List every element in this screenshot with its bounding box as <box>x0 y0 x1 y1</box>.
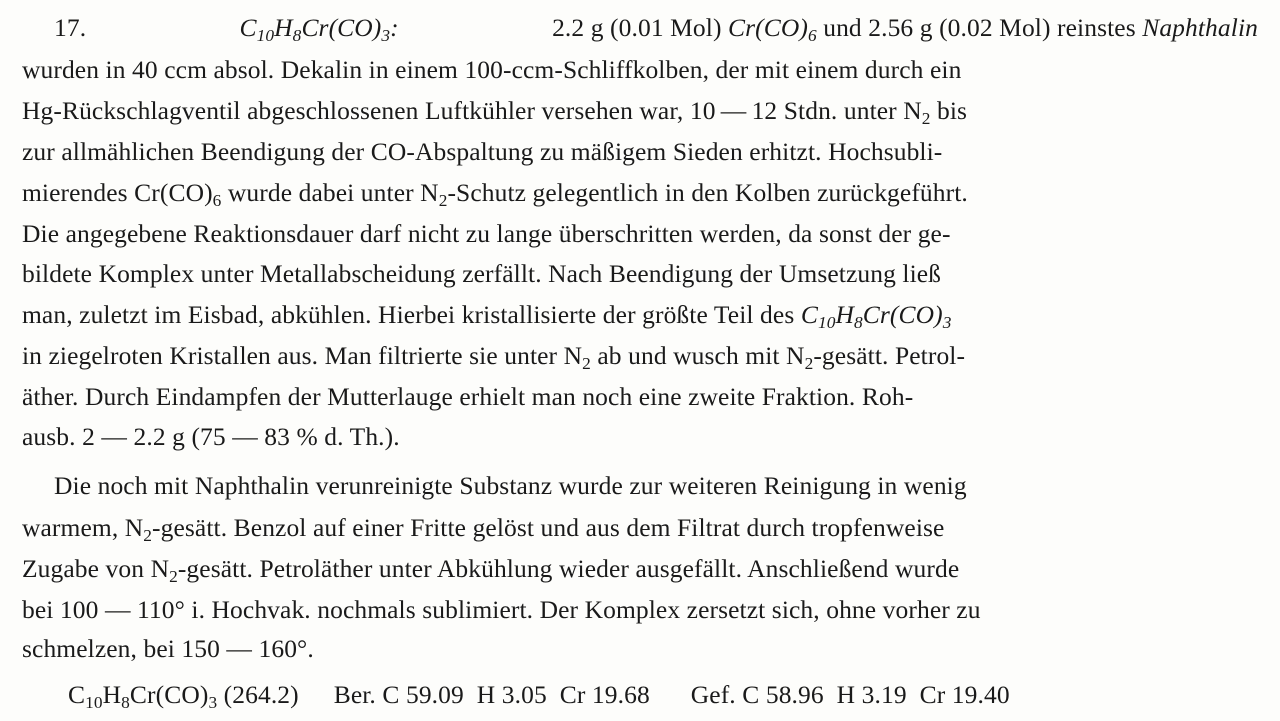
line-text: 2.2 g (0.01 Mol) $Cr(CO)_6$ und 2.56 g (0.02 Mol) reinstes Naphthalin <box>552 13 1258 45</box>
analysis-calculated: Ber. C 59.09 H 3.05 Cr 19.68 <box>333 680 650 709</box>
paragraph-2-line-1: Die noch mit Naphthalin verunreinigte Substanz wurde zur weiteren Reinigung in wenig <box>54 471 967 500</box>
paragraph-2-line-3: Zugabe von $N_2$-gesätt. Petroläther unter Abkühlung wieder ausgefällt. Anschließend wurde <box>22 554 960 586</box>
paragraph-2-line-4: bei 100 — 110° i. Hochvak. nochmals sublimiert. Der Komplex zersetzt sich, ohne vorher zu <box>22 595 981 624</box>
paragraph-1-line-8: man, zuletzt im Eisbad, abkühlen. Hierbei kristallisierte der größte Teil des $C_{10}H_8Cr(CO)_3$ <box>22 300 952 332</box>
paragraph-1-line-9: in ziegelroten Kristallen aus. Man filtrierte sie unter $N_2$ ab und wusch mit $N_2$-gesätt. Petrol- <box>22 341 966 373</box>
paragraph-1-line-5: mierendes $Cr(CO)_6$ wurde dabei unter $N_2$-Schutz gelegentlich in den Kolben zurückgeführt. <box>22 178 968 210</box>
analysis-found: Gef. C 58.96 H 3.19 Cr 19.40 <box>690 680 1010 709</box>
paragraph-1-line-3: Hg-Rückschlagventil abgeschlossenen Luftkühler versehen war, 10 — 12 Stdn. unter $N_2$ bis <box>22 96 968 128</box>
paragraph-1-line-6: Die angegebene Reaktionsdauer darf nicht zu lange überschritten werden, da sonst der ge- <box>22 219 951 248</box>
elemental-analysis <box>68 677 1010 713</box>
paragraph-2-line-5: schmelzen, bei 150 — 160°. <box>22 634 314 663</box>
paragraph-1-line-11: ausb. 2 — 2.2 g (75 — 83 % d. Th.). <box>22 422 400 451</box>
paragraph-1-line-10: äther. Durch Eindampfen der Mutterlauge erhielt man noch eine zweite Fraktion. Roh- <box>22 382 914 411</box>
paragraph-1-line-7: bildete Komplex unter Metallabscheidung zerfällt. Nach Beendigung der Umsetzung ließ <box>22 259 942 288</box>
paragraph-1-line-2: wurden in 40 ccm absol. Dekalin in einem 100-ccm-Schliffkolben, der mit einem durch ein <box>22 55 962 84</box>
paragraph-2-line-2: warmem, $N_2$-gesätt. Benzol auf einer Fritte gelöst und aus dem Filtrat durch tropfenweise <box>22 513 945 545</box>
paragraph-1-line-1 <box>54 10 1258 46</box>
compound-formula: $C_{10}H_8Cr(CO)_3$: <box>239 13 399 45</box>
analysis-formula: $C_{10}H_8Cr(CO)_3$ (264.2) <box>68 680 299 712</box>
paragraph-1-line-4: zur allmählichen Beendigung der CO-Abspaltung zu mäßigem Sieden erhitzt. Hochsubli- <box>22 137 943 166</box>
entry-number: 17. <box>54 13 87 42</box>
